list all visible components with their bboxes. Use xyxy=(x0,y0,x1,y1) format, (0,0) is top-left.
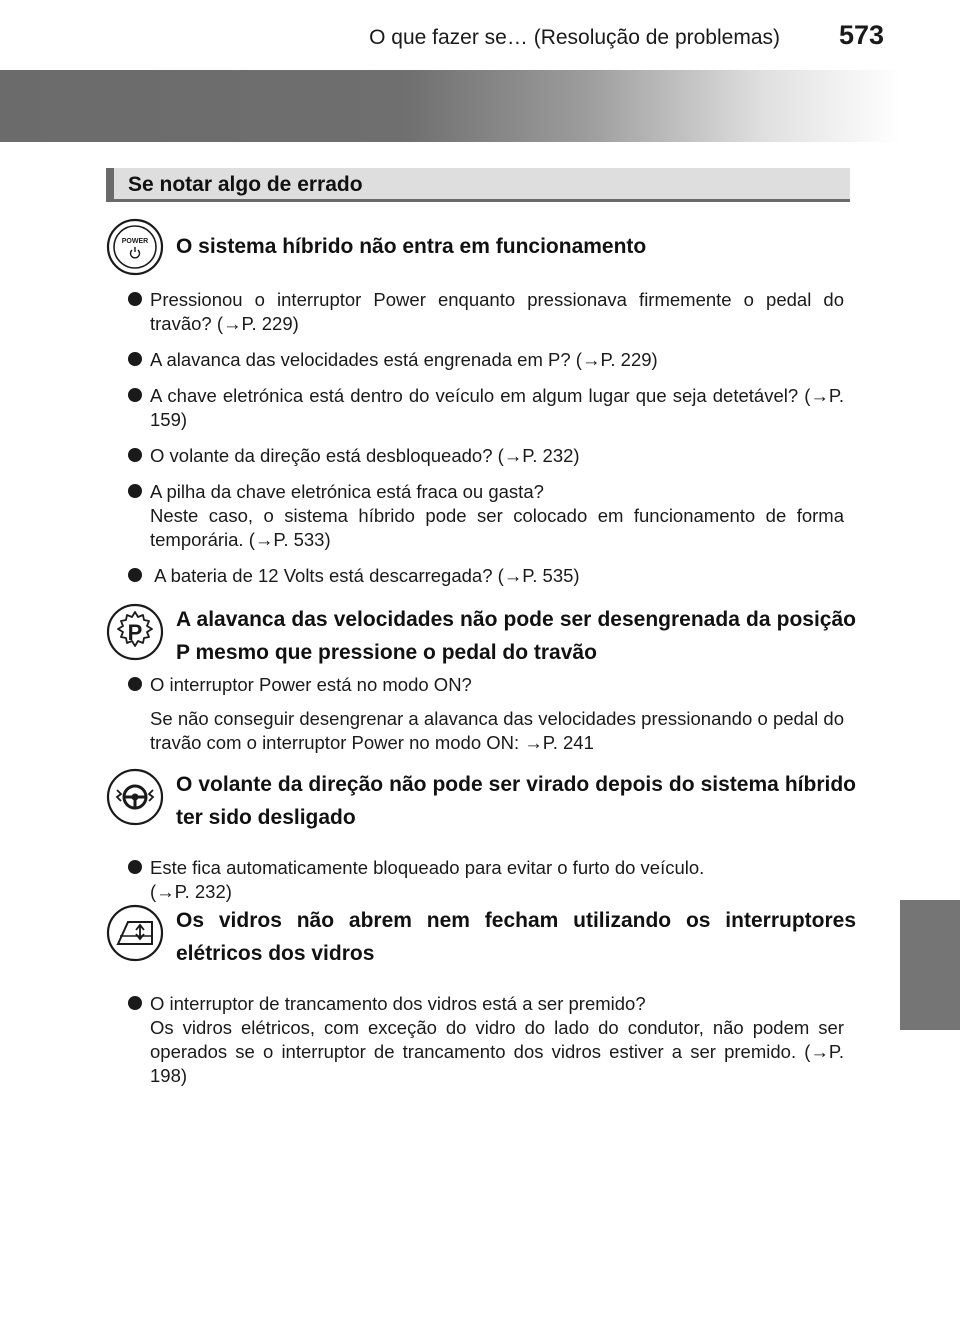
topic-steering-lock xyxy=(106,768,856,830)
bullet-dot xyxy=(128,448,142,462)
topic-shift-lever-p xyxy=(106,603,856,673)
bullet-dot xyxy=(128,388,142,402)
topic-title: O sistema híbrido não entra em funcionamento xyxy=(176,235,647,258)
section-heading xyxy=(106,168,850,202)
list-item xyxy=(128,673,844,755)
power-switch-icon xyxy=(106,218,164,276)
topic-hybrid-system-start xyxy=(106,218,856,278)
list-item xyxy=(128,992,844,1088)
bullet-dot xyxy=(128,484,142,498)
steering-lock-icon xyxy=(106,768,164,826)
list-item xyxy=(128,384,844,432)
list-item xyxy=(128,564,844,588)
topic-4-bullets xyxy=(128,974,844,1118)
bullet-text: A chave eletrónica está dentro do veículo em algum lugar que seja detetável? (→P. 159) xyxy=(150,385,844,430)
list-item xyxy=(128,288,844,336)
topic-title: O volante da direção não pode ser virado depois do sistema híbrido ter sido desligado xyxy=(176,773,856,829)
topic-title: A alavanca das velocidades não pode ser desengrenada da posição P mesmo que pressione o pedal do travão xyxy=(176,608,856,664)
topic-title: Os vidros não abrem nem fecham utilizando os interruptores elétricos dos vidros xyxy=(176,909,856,965)
list-item xyxy=(128,444,844,468)
bullet-dot xyxy=(128,292,142,306)
bullet-text: A bateria de 12 Volts está descarregada? (→P. 535) xyxy=(150,565,580,586)
bullet-dot xyxy=(128,352,142,366)
bullet-text: A pilha da chave eletrónica está fraca ou gasta? Neste caso, o sistema híbrido pode ser colocado em funcionamento de forma temporária. (→P. 533) xyxy=(150,481,844,550)
topic-power-windows xyxy=(106,904,856,966)
bullet-subtext: Se não conseguir desengrenar a alavanca das velocidades pressionando o pedal do travão com o interruptor Power no modo ON: →P. 241 xyxy=(150,708,844,753)
bullet-text: Pressionou o interruptor Power enquanto pressionava firmemente o pedal do travão? (→P. 229) xyxy=(150,289,844,334)
park-icon-text: P xyxy=(127,620,143,645)
topic-1-bullets xyxy=(128,288,844,600)
bullet-dot xyxy=(128,996,142,1010)
bullet-dot xyxy=(128,677,142,691)
chapter-side-tab xyxy=(900,900,960,1030)
power-window-icon xyxy=(106,904,164,962)
power-icon-text: POWER xyxy=(121,238,149,245)
bullet-text: Este fica automaticamente bloqueado para evitar o furto do veículo. (→P. 232) xyxy=(150,857,705,902)
topic-2-bullets xyxy=(128,673,844,767)
bullet-text: O interruptor Power está no modo ON? xyxy=(150,674,472,695)
section-title: Se notar algo de errado xyxy=(128,173,363,196)
bullet-dot xyxy=(128,568,142,582)
bullet-text: A alavanca das velocidades está engrenada em P? (→P. 229) xyxy=(150,349,658,370)
list-item xyxy=(128,348,844,372)
bullet-dot xyxy=(128,860,142,874)
bullet-text: O volante da direção está desbloqueado? (→P. 232) xyxy=(150,445,580,466)
list-item xyxy=(128,480,844,552)
bullet-text: O interruptor de trancamento dos vidros está a ser premido? Os vidros elétricos, com exceção do vidro do lado do condutor, não podem ser operados se o interruptor de trancamento dos vidros estiver a ser premido. (→P. 198) xyxy=(150,993,844,1086)
page-header xyxy=(0,0,960,62)
header-banner xyxy=(0,70,900,142)
list-item xyxy=(128,856,844,904)
chapter-title: O que fazer se… (Resolução de problemas) xyxy=(369,26,780,49)
page-number: 573 xyxy=(838,20,884,50)
park-gear-icon xyxy=(106,603,164,661)
